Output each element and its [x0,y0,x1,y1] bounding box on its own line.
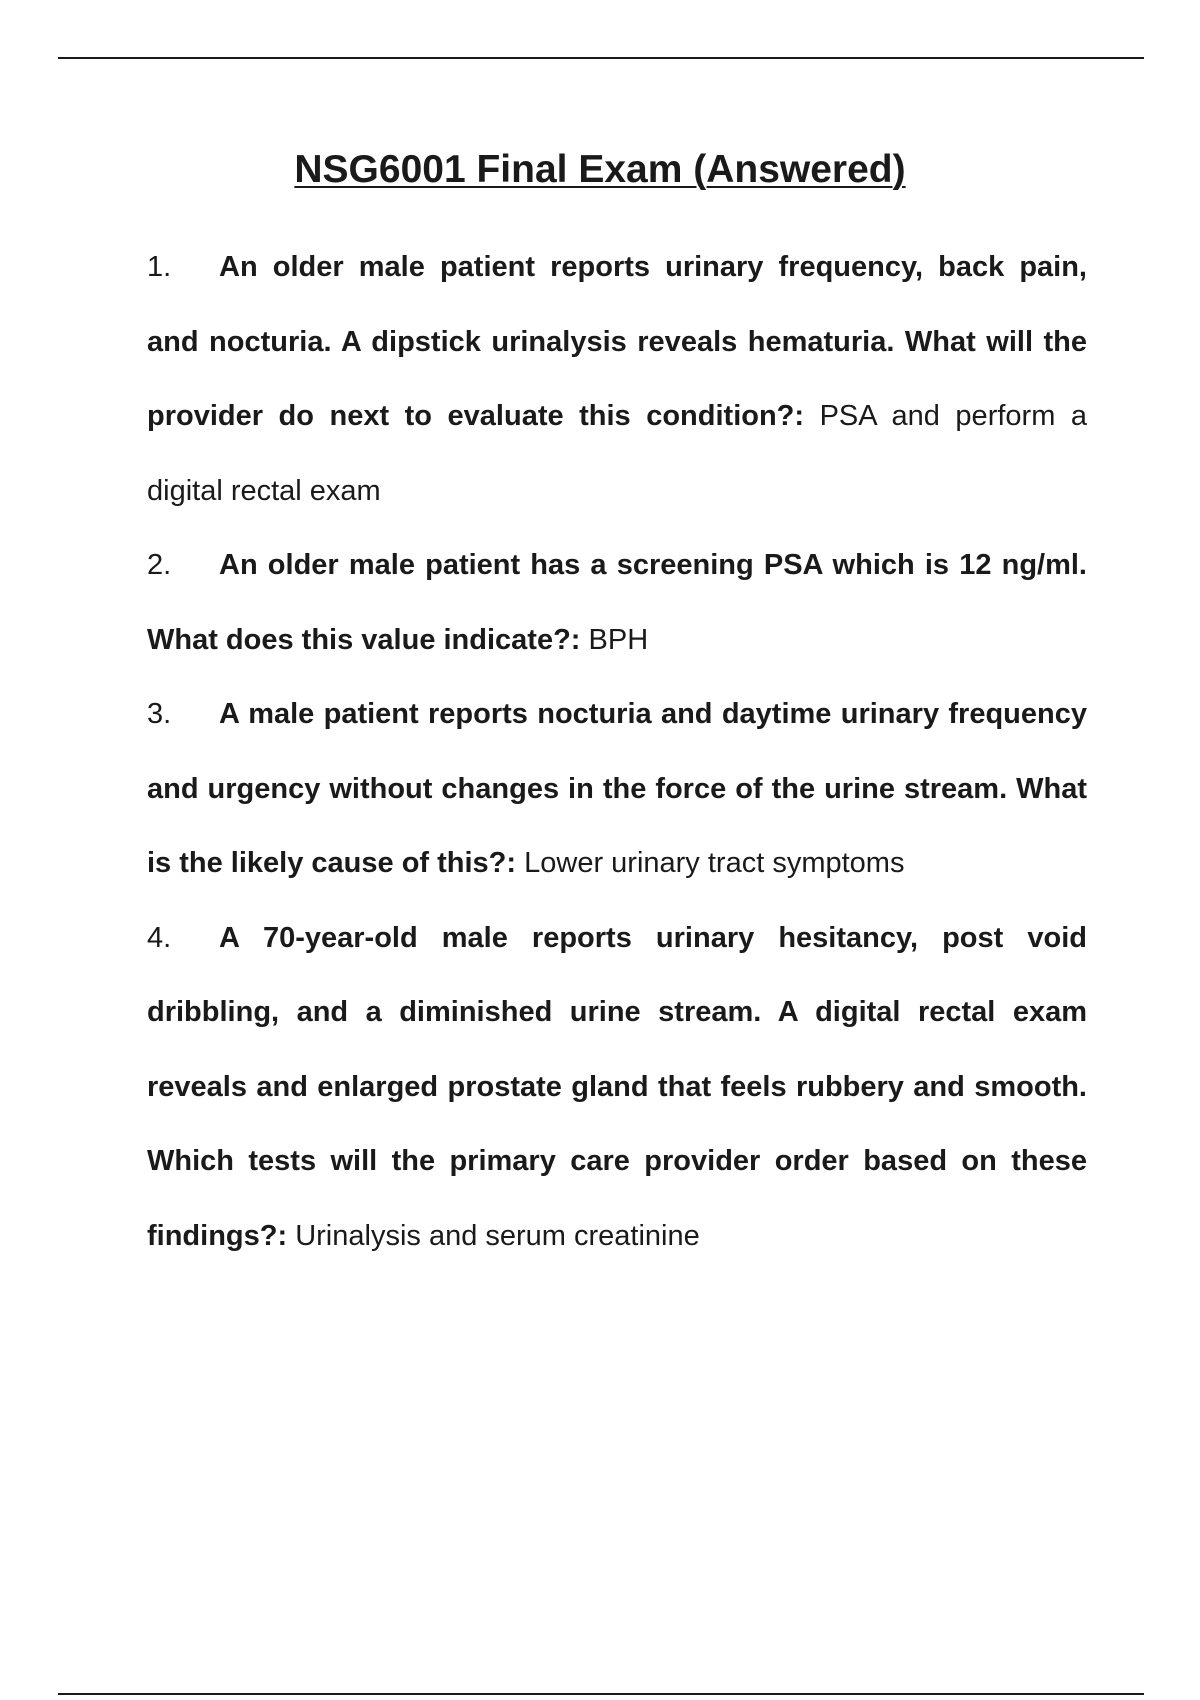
question-answer: BPH [588,623,649,656]
question-answer: Lower urinary tract symptoms [524,847,905,879]
question-list [147,230,1087,1273]
question-text: A 70-year-old male reports urinary hesitancy, post void dribbling, and a diminished urine stream. A digital rectal exam reveals and enlarged prostate gland that feels rubbery and smooth. Which tests will the primary care provider order based on these findings?: [147,921,1087,1252]
question-item [147,901,1087,1274]
question-text: An older male patient reports urinary frequency, back pain, and nocturia. A dipstick urinalysis reveals hematuria. What will the provider do next to evaluate this condition?: [147,251,1087,432]
question-number: 4. [147,921,172,954]
question-answer: Urinalysis and serum creatinine [295,1219,700,1252]
question-item [147,677,1087,901]
question-item [147,528,1087,677]
question-number: 2. [147,549,172,581]
page-title: NSG6001 Final Exam (Answered) [294,148,906,191]
question-number: 3. [147,698,172,730]
question-text: An older male patient has a screening PSA which is 12 ng/ml. What does this value indicate?: [147,549,1087,656]
question-item [147,230,1087,528]
question-text: A male patient reports nocturia and daytime urinary frequency and urgency without changes in the force of the urine stream. What is the likely cause of this?: [147,698,1087,879]
question-number: 1. [147,251,172,283]
question-answer: PSA and perform a digital rectal exam [147,400,1087,507]
bottom-divider [58,1693,1144,1695]
top-divider [58,57,1144,59]
